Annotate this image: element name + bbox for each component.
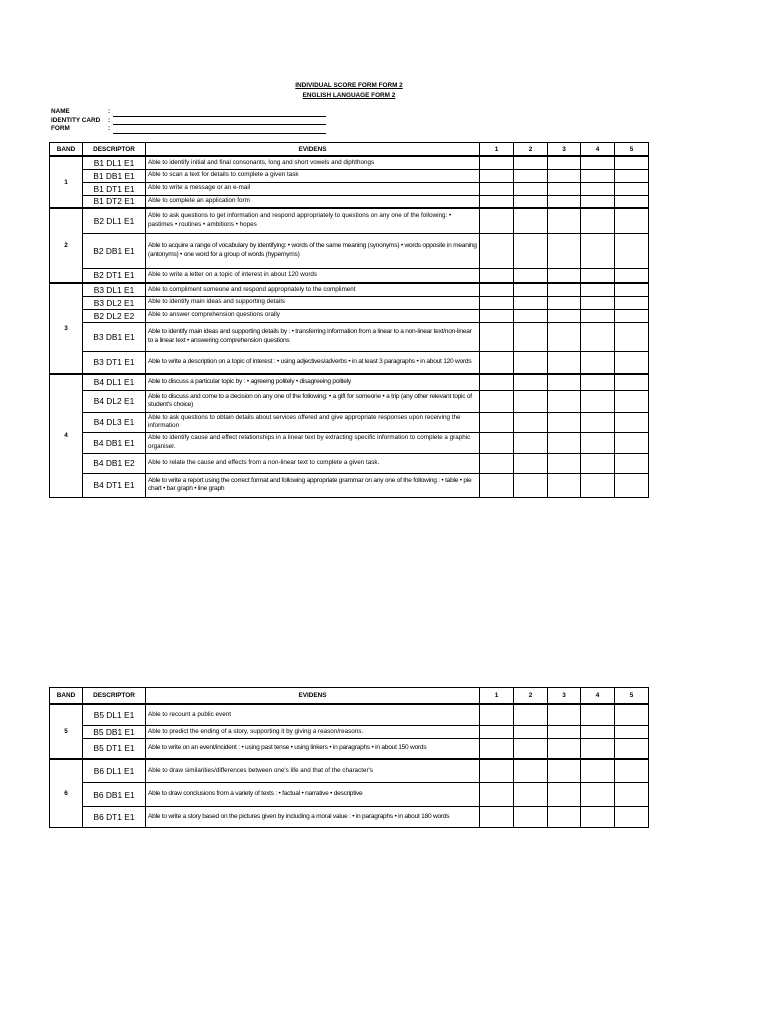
score-cell-1[interactable] — [480, 169, 514, 182]
score-cell-3[interactable] — [548, 208, 581, 233]
descriptor-code: B5 DB1 E1 — [83, 726, 146, 739]
descriptor-code: B3 DT1 E1 — [83, 351, 146, 374]
score-cell-3[interactable] — [548, 473, 581, 497]
score-cell-2[interactable] — [514, 182, 548, 195]
score-cell-3[interactable] — [548, 322, 581, 351]
descriptor-code: B1 DL1 E1 — [83, 156, 146, 169]
score-cell-3[interactable] — [548, 807, 581, 828]
score-cell-5[interactable] — [615, 182, 649, 195]
score-cell-5[interactable] — [615, 726, 649, 739]
descriptor-code: B3 DL2 E1 — [83, 296, 146, 309]
descriptor-code: B4 DL1 E1 — [83, 374, 146, 390]
score-cell-1[interactable] — [480, 412, 514, 432]
header-score-1: 1 — [480, 688, 514, 704]
score-cell-2[interactable] — [514, 759, 548, 783]
student-info-block — [51, 108, 326, 134]
descriptor-code: B1 DB1 E1 — [83, 169, 146, 182]
table-row — [50, 726, 649, 739]
score-cell-5[interactable] — [615, 169, 649, 182]
table-row — [50, 473, 649, 497]
table-row — [50, 351, 649, 374]
evidence-text: Able to discuss a particular topic by : • agreeing politely • disagreeing politely — [146, 374, 480, 390]
header-score-4: 4 — [581, 688, 615, 704]
evidence-text: Able to identify main ideas and supporting details — [146, 296, 480, 309]
score-cell-4[interactable] — [581, 807, 615, 828]
descriptor-code: B4 DT1 E1 — [83, 473, 146, 497]
table-row — [50, 739, 649, 759]
score-cell-4[interactable] — [581, 432, 615, 453]
descriptor-code: B4 DB1 E1 — [83, 432, 146, 453]
score-cell-4[interactable] — [581, 783, 615, 807]
table-row — [50, 807, 649, 828]
score-cell-4[interactable] — [581, 169, 615, 182]
evidence-text: Able to identify cause and effect relationships in a linear text by extracting specific information to complete a graphic organiser. — [146, 432, 480, 453]
score-cell-2[interactable] — [514, 195, 548, 208]
score-cell-3[interactable] — [548, 759, 581, 783]
table-row — [50, 233, 649, 268]
evidence-text: Able to recount a public event — [146, 704, 480, 726]
score-cell-4[interactable] — [581, 182, 615, 195]
header-descriptor: DESCRIPTOR — [83, 688, 146, 704]
score-cell-1[interactable] — [480, 309, 514, 322]
table-row — [50, 296, 649, 309]
table-header-row — [50, 143, 649, 157]
score-cell-3[interactable] — [548, 309, 581, 322]
identity-card-colon: : — [108, 116, 111, 124]
form-label: FORM — [51, 125, 70, 132]
score-cell-5[interactable] — [615, 208, 649, 233]
evidence-text: Able to write a story based on the pictures given by including a moral value : • in paragraphs • in about 180 words — [146, 807, 480, 828]
score-cell-1[interactable] — [480, 322, 514, 351]
score-cell-4[interactable] — [581, 759, 615, 783]
score-cell-3[interactable] — [548, 156, 581, 169]
score-cell-3[interactable] — [548, 726, 581, 739]
score-cell-4[interactable] — [581, 208, 615, 233]
header-descriptor: DESCRIPTOR — [83, 143, 146, 157]
score-table-bands-1-4 — [49, 142, 649, 498]
table-row — [50, 374, 649, 390]
header-band: BAND — [50, 143, 83, 157]
descriptor-code: B2 DL2 E2 — [83, 309, 146, 322]
score-cell-1[interactable] — [480, 783, 514, 807]
score-cell-3[interactable] — [548, 432, 581, 453]
evidence-text: Able to complete an application form — [146, 195, 480, 208]
table-row — [50, 412, 649, 432]
table-row — [50, 390, 649, 412]
evidence-text: Able to relate the cause and effects from a non-linear text to complete a given task. — [146, 453, 480, 473]
score-cell-3[interactable] — [548, 233, 581, 268]
score-cell-3[interactable] — [548, 374, 581, 390]
header-score-3: 3 — [548, 143, 581, 157]
score-cell-5[interactable] — [615, 412, 649, 432]
table-row — [50, 195, 649, 208]
score-cell-3[interactable] — [548, 283, 581, 296]
score-cell-2[interactable] — [514, 704, 548, 726]
identity-card-row — [51, 117, 326, 126]
score-cell-1[interactable] — [480, 390, 514, 412]
evidence-text: Able to write a description on a topic of interest : • using adjectives/adverbs • in at least 3 paragraphs • in about 120 words — [146, 351, 480, 374]
descriptor-code: B2 DL1 E1 — [83, 208, 146, 233]
descriptor-code: B3 DL1 E1 — [83, 283, 146, 296]
score-cell-2[interactable] — [514, 374, 548, 390]
form-row — [51, 125, 326, 134]
score-cell-1[interactable] — [480, 432, 514, 453]
header-score-2: 2 — [514, 688, 548, 704]
score-cell-1[interactable] — [480, 473, 514, 497]
table-row — [50, 208, 649, 233]
descriptor-code: B6 DL1 E1 — [83, 759, 146, 783]
score-cell-4[interactable] — [581, 726, 615, 739]
score-cell-3[interactable] — [548, 704, 581, 726]
score-cell-5[interactable] — [615, 783, 649, 807]
table-row — [50, 432, 649, 453]
evidence-text: Able to identify initial and final consonants, long and short vowels and diphthongs — [146, 156, 480, 169]
name-label: NAME — [51, 108, 70, 115]
evidence-text: Able to compliment someone and respond appropriately to the compliment — [146, 283, 480, 296]
score-cell-5[interactable] — [615, 195, 649, 208]
evidence-text: Able to ask questions to get information and respond appropriately to questions on any one of the following: • pastimes • routines • ambitions • hopes — [146, 208, 480, 233]
form-subtitle: ENGLISH LANGUAGE FORM 2 — [302, 92, 396, 99]
table-row — [50, 759, 649, 783]
evidence-text: Able to draw conclusions from a variety of texts : • factual • narrative • descriptive — [146, 783, 480, 807]
score-cell-2[interactable] — [514, 432, 548, 453]
score-cell-5[interactable] — [615, 296, 649, 309]
score-cell-1[interactable] — [480, 182, 514, 195]
score-cell-2[interactable] — [514, 296, 548, 309]
score-cell-2[interactable] — [514, 473, 548, 497]
score-cell-3[interactable] — [548, 296, 581, 309]
descriptor-code: B5 DT1 E1 — [83, 739, 146, 759]
descriptor-code: B4 DB1 E2 — [83, 453, 146, 473]
score-cell-5[interactable] — [615, 390, 649, 412]
band-number: 3 — [50, 283, 83, 374]
form-title: INDIVIDUAL SCORE FORM FORM 2 — [295, 82, 403, 89]
header-score-5: 5 — [615, 143, 649, 157]
score-cell-5[interactable] — [615, 309, 649, 322]
score-cell-2[interactable] — [514, 351, 548, 374]
band-number: 5 — [50, 704, 83, 759]
table-row — [50, 156, 649, 169]
descriptor-code: B5 DL1 E1 — [83, 704, 146, 726]
score-cell-1[interactable] — [480, 351, 514, 374]
score-cell-5[interactable] — [615, 374, 649, 390]
header-band: BAND — [50, 688, 83, 704]
score-cell-1[interactable] — [480, 453, 514, 473]
table-row — [50, 182, 649, 195]
score-cell-2[interactable] — [514, 283, 548, 296]
score-cell-2[interactable] — [514, 233, 548, 268]
descriptor-code: B2 DB1 E1 — [83, 233, 146, 268]
score-cell-1[interactable] — [480, 759, 514, 783]
score-cell-5[interactable] — [615, 156, 649, 169]
score-cell-4[interactable] — [581, 412, 615, 432]
score-cell-5[interactable] — [615, 268, 649, 283]
table-row — [50, 268, 649, 283]
score-cell-1[interactable] — [480, 208, 514, 233]
score-cell-1[interactable] — [480, 807, 514, 828]
name-row — [51, 108, 326, 117]
score-cell-4[interactable] — [581, 156, 615, 169]
identity-card-label: IDENTITY CARD — [51, 116, 101, 124]
descriptor-code: B6 DB1 E1 — [83, 783, 146, 807]
evidence-text: Able to ask questions to obtain details about services offered and give appropriate responses upon receiving the information — [146, 412, 480, 432]
header-score-3: 3 — [548, 688, 581, 704]
evidence-text: Able to draw similarities/differences between one's life and that of the character's — [146, 759, 480, 783]
score-cell-2[interactable] — [514, 309, 548, 322]
score-table-bands-5-6 — [49, 687, 649, 828]
score-cell-3[interactable] — [548, 412, 581, 432]
table-row — [50, 704, 649, 726]
score-cell-2[interactable] — [514, 390, 548, 412]
evidence-text: Able to discuss and come to a decision on any one of the following: • a gift for someone • a trip (any other relevant topic of student's choice) — [146, 390, 480, 412]
score-cell-2[interactable] — [514, 807, 548, 828]
table-row — [50, 453, 649, 473]
score-cell-4[interactable] — [581, 739, 615, 759]
score-cell-1[interactable] — [480, 195, 514, 208]
score-cell-2[interactable] — [514, 322, 548, 351]
header-score-4: 4 — [581, 143, 615, 157]
score-cell-5[interactable] — [615, 453, 649, 473]
descriptor-code: B4 DL3 E1 — [83, 412, 146, 432]
score-cell-4[interactable] — [581, 704, 615, 726]
score-cell-5[interactable] — [615, 432, 649, 453]
table-row — [50, 322, 649, 351]
score-cell-2[interactable] — [514, 726, 548, 739]
score-cell-2[interactable] — [514, 783, 548, 807]
band-number: 4 — [50, 374, 83, 497]
form-titles — [0, 81, 698, 101]
score-cell-1[interactable] — [480, 233, 514, 268]
score-cell-4[interactable] — [581, 268, 615, 283]
score-cell-4[interactable] — [581, 390, 615, 412]
score-cell-5[interactable] — [615, 283, 649, 296]
score-cell-5[interactable] — [615, 807, 649, 828]
band-number: 1 — [50, 156, 83, 208]
score-cell-4[interactable] — [581, 233, 615, 268]
evidence-text: Able to acquire a range of vocabulary by identifying: • words of the same meaning (synonyms) • words opposite in meaning (antonyms) • one word for a group of words (hypernyms) — [146, 233, 480, 268]
score-cell-5[interactable] — [615, 759, 649, 783]
score-cell-3[interactable] — [548, 195, 581, 208]
score-cell-1[interactable] — [480, 374, 514, 390]
evidence-text: Able to write a message or an e-mail — [146, 182, 480, 195]
score-cell-5[interactable] — [615, 351, 649, 374]
score-cell-2[interactable] — [514, 208, 548, 233]
score-cell-4[interactable] — [581, 195, 615, 208]
evidence-text: Able to identify main ideas and supporting details by : • transferring information from a linear to a non-linear text/non-linear to a linear text • answering comprehension questions — [146, 322, 480, 351]
descriptor-code: B6 DT1 E1 — [83, 807, 146, 828]
score-cell-2[interactable] — [514, 268, 548, 283]
score-cell-5[interactable] — [615, 739, 649, 759]
score-cell-3[interactable] — [548, 783, 581, 807]
score-cell-1[interactable] — [480, 268, 514, 283]
evidence-text: Able to scan a text for details to complete a given task — [146, 169, 480, 182]
header-score-5: 5 — [615, 688, 649, 704]
descriptor-code: B2 DT1 E1 — [83, 268, 146, 283]
descriptor-code: B1 DT1 E1 — [83, 182, 146, 195]
score-cell-3[interactable] — [548, 169, 581, 182]
score-cell-3[interactable] — [548, 182, 581, 195]
band-number: 6 — [50, 759, 83, 828]
table-row — [50, 309, 649, 322]
descriptor-code: B3 DB1 E1 — [83, 322, 146, 351]
table-row — [50, 169, 649, 182]
score-cell-3[interactable] — [548, 351, 581, 374]
score-cell-1[interactable] — [480, 283, 514, 296]
header-score-1: 1 — [480, 143, 514, 157]
score-cell-1[interactable] — [480, 156, 514, 169]
evidence-text: Able to write a letter on a topic of interest in about 120 words — [146, 268, 480, 283]
score-cell-1[interactable] — [480, 704, 514, 726]
evidence-text: Able to write a report using the correct format and following appropriate grammar on any one of the following : • table • pie chart • bar graph • line graph — [146, 473, 480, 497]
descriptor-code: B1 DT2 E1 — [83, 195, 146, 208]
score-cell-1[interactable] — [480, 739, 514, 759]
score-cell-2[interactable] — [514, 412, 548, 432]
score-cell-5[interactable] — [615, 233, 649, 268]
score-cell-4[interactable] — [581, 351, 615, 374]
table-row — [50, 283, 649, 296]
score-cell-1[interactable] — [480, 296, 514, 309]
score-cell-2[interactable] — [514, 453, 548, 473]
score-cell-5[interactable] — [615, 704, 649, 726]
score-cell-5[interactable] — [615, 322, 649, 351]
evidence-text: Able to predict the ending of a story, supporting it by giving a reason/reasons. — [146, 726, 480, 739]
score-cell-4[interactable] — [581, 473, 615, 497]
score-cell-4[interactable] — [581, 453, 615, 473]
name-field-line[interactable] — [113, 110, 326, 117]
score-cell-2[interactable] — [514, 156, 548, 169]
score-cell-3[interactable] — [548, 739, 581, 759]
table-row — [50, 783, 649, 807]
score-cell-4[interactable] — [581, 374, 615, 390]
score-cell-2[interactable] — [514, 739, 548, 759]
score-cell-4[interactable] — [581, 296, 615, 309]
evidence-text: Able to write on an event/incident : • using past tense • using linkers • in paragraphs • in about 150 words — [146, 739, 480, 759]
score-cell-3[interactable] — [548, 453, 581, 473]
header-evidens: EVIDENS — [146, 688, 480, 704]
score-cell-3[interactable] — [548, 390, 581, 412]
score-cell-4[interactable] — [581, 283, 615, 296]
name-colon: : — [108, 108, 111, 115]
header-score-2: 2 — [514, 143, 548, 157]
form-colon: : — [108, 125, 111, 132]
table-header-row — [50, 688, 649, 704]
evidence-text: Able to answer comprehension questions orally — [146, 309, 480, 322]
header-evidens: EVIDENS — [146, 143, 480, 157]
score-cell-3[interactable] — [548, 268, 581, 283]
descriptor-code: B4 DL2 E1 — [83, 390, 146, 412]
band-number: 2 — [50, 208, 83, 283]
score-cell-2[interactable] — [514, 169, 548, 182]
score-cell-4[interactable] — [581, 322, 615, 351]
score-cell-1[interactable] — [480, 726, 514, 739]
score-cell-5[interactable] — [615, 473, 649, 497]
score-cell-4[interactable] — [581, 309, 615, 322]
form-field-line[interactable] — [113, 127, 326, 134]
identity-card-field-line[interactable] — [113, 118, 326, 125]
